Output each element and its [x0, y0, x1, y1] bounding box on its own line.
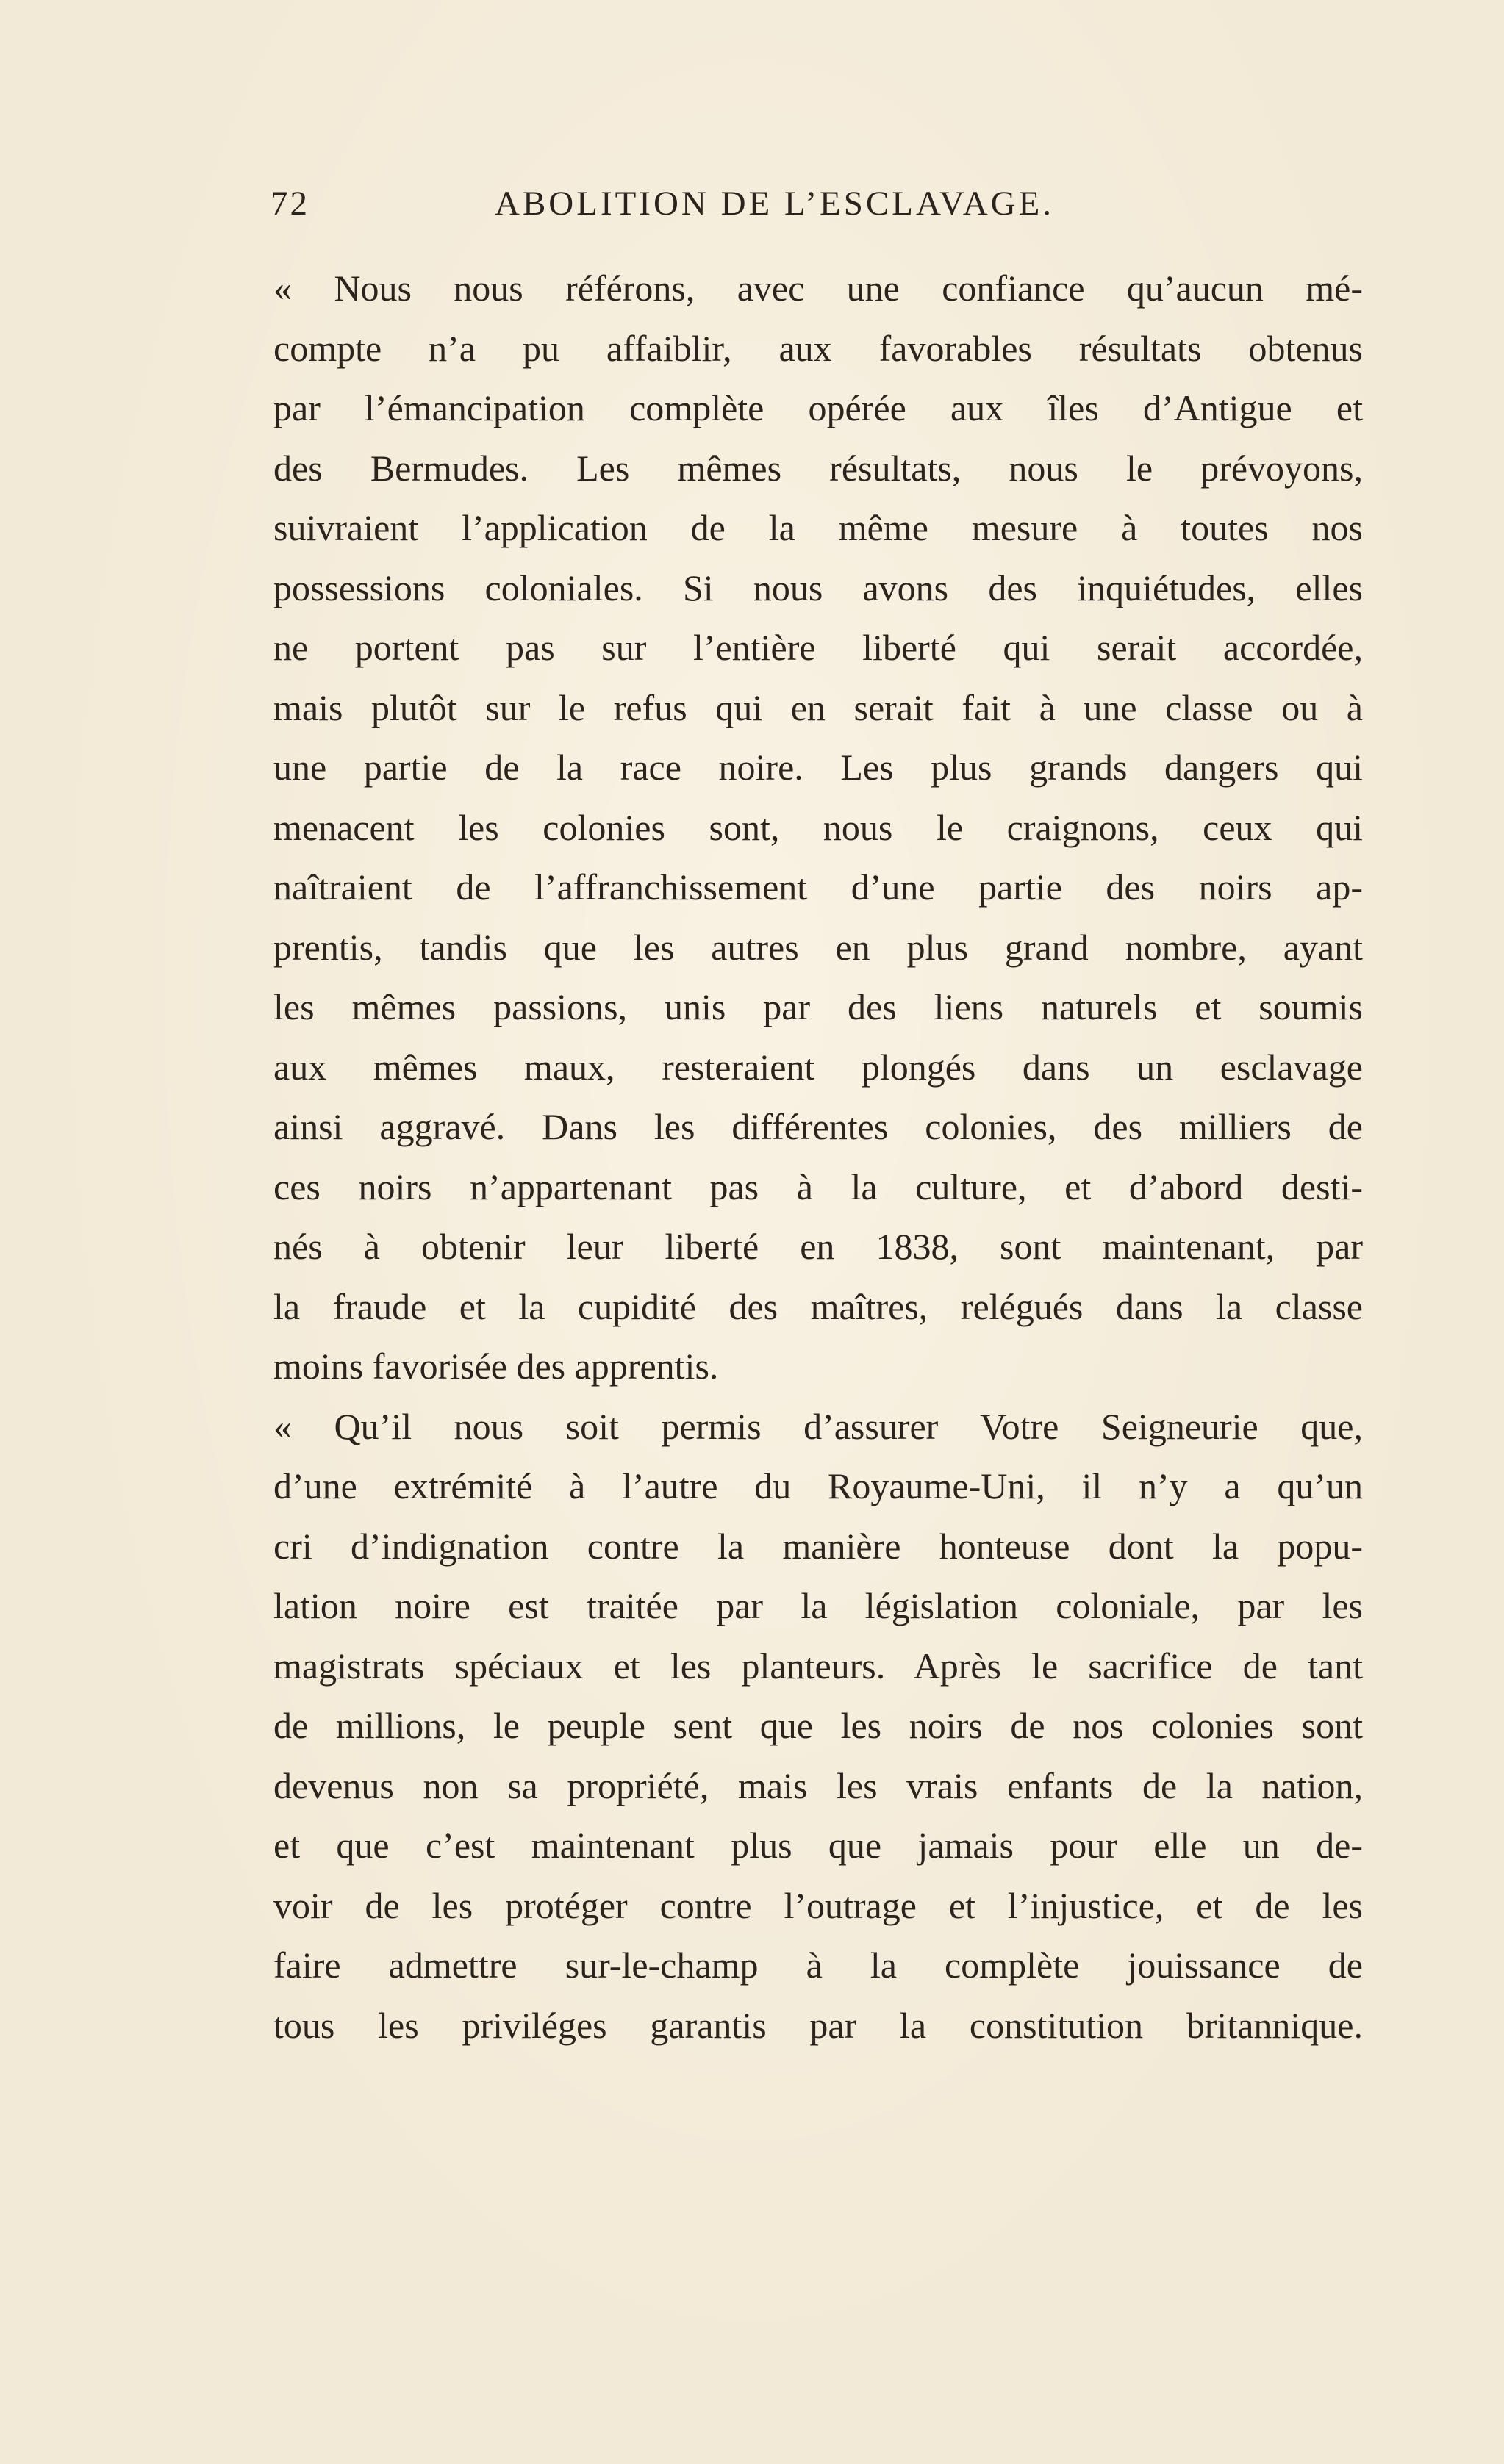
text-line: cri d’indignation contre la manière honteuse dont la popu- [273, 1525, 1363, 1567]
text-line: tous les priviléges garantis par la constitution britannique. [273, 2004, 1363, 2046]
text-line: la fraude et la cupidité des maîtres, relégués dans la classe [273, 1285, 1363, 1327]
text-line: voir de les protéger contre l’outrage et l’injustice, et de les [273, 1884, 1363, 1926]
text-line: « Nous nous référons, avec une confiance qu’aucun mé- [273, 267, 1363, 309]
body-text [273, 259, 1363, 2055]
text-line: aux mêmes maux, resteraient plongés dans un esclavage [273, 1046, 1363, 1088]
text-line: par l’émancipation complète opérée aux îles d’Antigue et [273, 387, 1363, 428]
text-line: « Qu’il nous soit permis d’assurer Votre Seigneurie que, [273, 1405, 1363, 1447]
text-line: moins favorisée des apprentis. [273, 1346, 719, 1387]
text-line: possessions coloniales. Si nous avons des inquiétudes, elles [273, 567, 1363, 608]
paragraph-1 [273, 259, 1363, 1397]
running-head [271, 184, 1132, 235]
page-number: 72 [271, 184, 309, 223]
text-line: une partie de la race noire. Les plus grands dangers qui [273, 747, 1363, 788]
text-line: d’une extrémité à l’autre du Royaume-Uni, il n’y a qu’un [273, 1465, 1363, 1506]
text-line: prentis, tandis que les autres en plus grand nombre, ayant [273, 926, 1363, 968]
text-line: faire admettre sur-le-champ à la complète jouissance de [273, 1944, 1363, 1986]
paragraph-2 [273, 1397, 1363, 2056]
text-line: ne portent pas sur l’entière liberté qui serait accordée, [273, 627, 1363, 668]
text-line: de millions, le peuple sent que les noirs de nos colonies sont [273, 1705, 1363, 1746]
text-line: suivraient l’application de la même mesure à toutes nos [273, 507, 1363, 548]
text-line: mais plutôt sur le refus qui en serait fait à une classe ou à [273, 686, 1363, 728]
text-line: ainsi aggravé. Dans les différentes colonies, des milliers de [273, 1106, 1363, 1147]
text-line: devenus non sa propriété, mais les vrais enfants de la nation, [273, 1764, 1363, 1806]
text-line: magistrats spéciaux et les planteurs. Après le sacrifice de tant [273, 1645, 1363, 1687]
running-title: ABOLITION DE L’ESCLAVAGE. [495, 184, 1055, 223]
text-line: ces noirs n’appartenant pas à la culture, et d’abord desti- [273, 1165, 1363, 1207]
text-line: nés à obtenir leur liberté en 1838, sont maintenant, par [273, 1226, 1363, 1267]
text-line: menacent les colonies sont, nous le craignons, ceux qui [273, 806, 1363, 848]
text-line: les mêmes passions, unis par des liens naturels et soumis [273, 986, 1363, 1027]
text-line: lation noire est traitée par la législation coloniale, par les [273, 1585, 1363, 1626]
text-line: compte n’a pu affaiblir, aux favorables résultats obtenus [273, 327, 1363, 369]
text-line: et que c’est maintenant plus que jamais pour elle un de- [273, 1825, 1363, 1866]
text-line: des Bermudes. Les mêmes résultats, nous le prévoyons, [273, 447, 1363, 489]
text-line: naîtraient de l’affranchissement d’une partie des noirs ap- [273, 866, 1363, 908]
